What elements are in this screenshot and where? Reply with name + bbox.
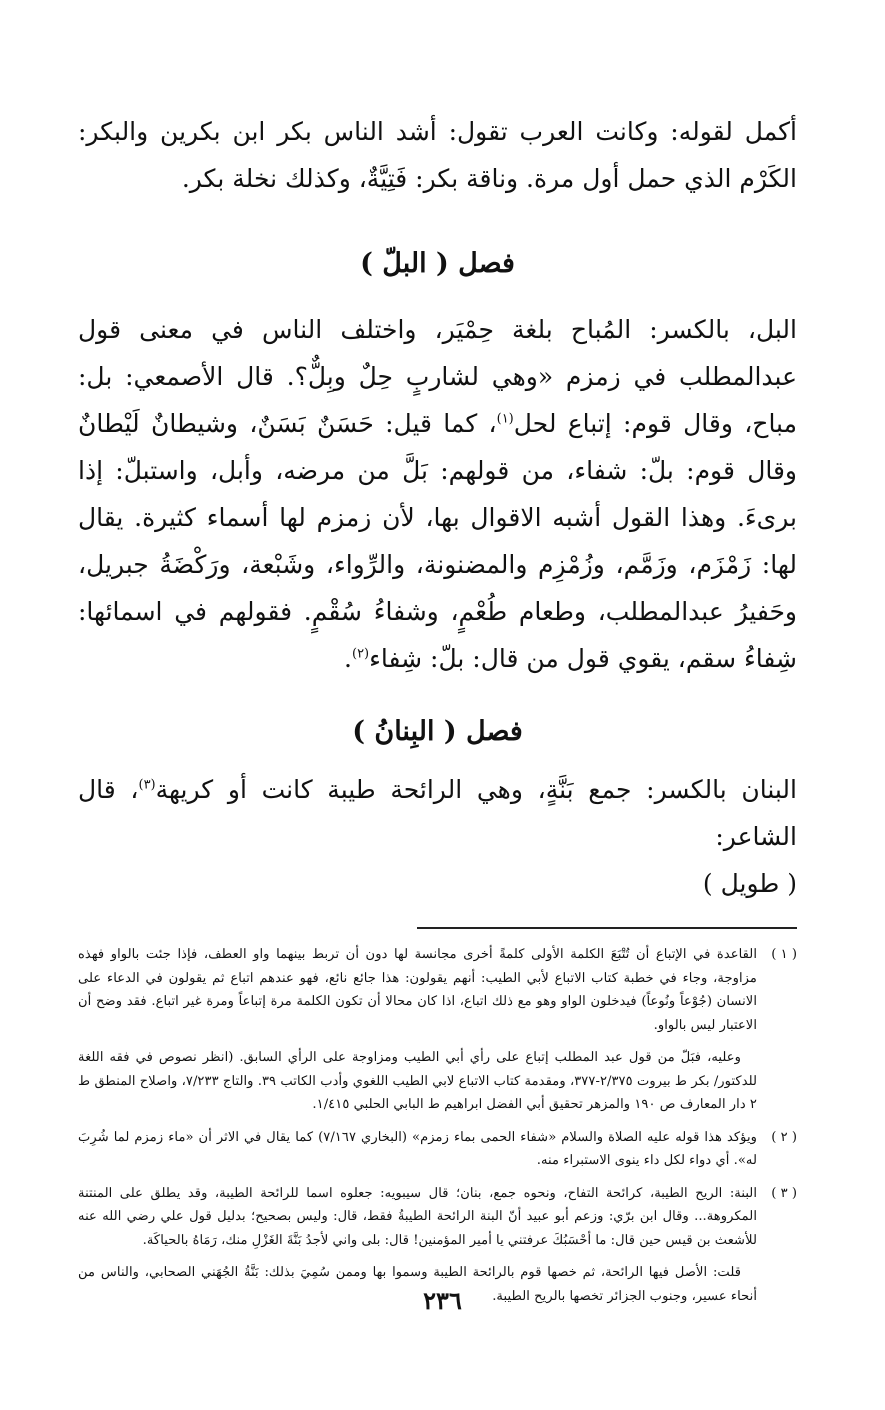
footnote-paragraph: القاعدة في الإتباع أن تُتْبَعَ الكلمة الأولى كلمةً أخرى مجانسة لها دون أن تربط بينهما واو العطف، فإذا جئت بالواو فهذه مزاوجة، وجاء في خطبة كتاب الاتباع لأبي الطيب: أنهم يقولون: هذا جائع نائع، فهو عندهم اتباع ثم يقولون في الدعاء على الانسان (جُوْعاً ونُوعاً) فيدخلون الواو وهو مع ذلك اتباع، اذا كان محالا أن تكون الكلمة مرة إتباعاً ومرة غير اتباع. فقد وضح أن الاعتبار ليس بالواو. xyxy=(78,947,757,1033)
footnote-rule xyxy=(417,927,797,929)
footnote-body xyxy=(78,1126,757,1173)
page-number: ٢٣٦ xyxy=(423,1286,462,1315)
footnotes xyxy=(78,943,797,1308)
section-albanan-paragraph xyxy=(78,766,797,907)
footnote-paragraph: البنة: الريح الطيبة، كرائحة التفاح، ونحوه جمع، بنان؛ قال سيبويه: جعلوه اسما للرائحة الطيبة، وقد يطلق على المنتنة المكروهة... وقال ابن برّي: وزعم أبو عبيد أنّ البنة الرائحة الطيبةُ فقط، قال: وليس بصحيح؛ بدليل قول علي رضي الله عنه للأشعث بن قيس حين قال: ما أحْسَبُكَ عرفتني يا أمير المؤمنين! قال: بلى واني لأجدُ بَنَّةَ الغَزْلِ منك، رَمَاهُ بالحياكَة. xyxy=(78,1185,757,1248)
footnote-1 xyxy=(78,943,797,1117)
footnote-body xyxy=(78,943,757,1117)
footnote-number: ( ٢ ) xyxy=(771,1129,797,1145)
footnote-separator xyxy=(78,927,797,929)
section-albal-text: البل، بالكسر: المُباح بلغة حِمْيَر، واختلف الناس في معنى قول عبدالمطلب في زمزم «وهي لشاربٍ حِلٌ وبِلٌّ؟. قال الأصمعي: بل: مباح، وقال قوم: إتباع لحل xyxy=(78,315,797,438)
footnote-ref-2: (٢) xyxy=(351,646,370,662)
footnote-paragraph: قلت: الأصل فيها الرائحة، ثم خصها قوم بالرائحة الطيبة وسموا بها وممن سُمِيَ بذلك: بَنَّةُ الجُهَني الصحابي، والناس من أنحاء عسير، وجنوب الجزائر تخصها بالريح الطيبة. xyxy=(78,1265,757,1304)
section-albal-text-cont: ، كما قيل: حَسَنٌ بَسَنٌ، وشيطانٌ لَيْطانٌ وقال قوم: بلّ: شفاء، من قولهم: بَلَّ من مرضه، وأبل، واستبلّ: إذا برىءَ. وهذا القول أشبه الاقوال بها، لأن زمزم لها أسماء كثيرة. يقال لها: زَمْزَم، وزَمَّم، وزُمْزِم والمضنونة، والرِّواء، وشَبْعة، ورَكْضَةُ جبريل، وحَفيرُ عبدالمطلب، وطعام طُعْمٍ، وشفاءُ سُقْمٍ. فقولهم في اسمائها: شِفاءُ سقم، يقوي قول من قال: بلّ: شِفاء xyxy=(78,409,797,673)
footnote-number: ( ٣ ) xyxy=(771,1185,797,1201)
footnote-paragraph: ويؤكد هذا قوله عليه الصلاة والسلام «شفاء الحمى بماء زمزم» (البخاري ٧/١٦٧) كما يقال في الاثر أن «ماء زمزم لما شُرِبَ له». أي دواء لكل داء ينوى الاستبراء منه. xyxy=(78,1129,757,1168)
footnote-number: ( ١ ) xyxy=(771,947,797,962)
section-albal-paragraph xyxy=(78,306,797,682)
intro-paragraph xyxy=(78,108,797,202)
footnote-ref-3: (٣) xyxy=(138,777,156,793)
section-albanan-text-cont: ، قال الشاعر: xyxy=(78,775,797,851)
section-albal-text-end: . xyxy=(344,644,352,673)
poetic-meter-label: ( طويل ) xyxy=(702,869,797,898)
section-heading-albanan: فصل ( البِنانُ ) xyxy=(352,716,523,747)
footnote-ref-1: (١) xyxy=(496,411,514,427)
footnote-paragraph: وعليه، فبَلّ من قول عبد المطلب إتباع على رأي أبي الطيب ومزاوجة على الرأي السابق. (انظر نصوص في فقه اللغة للدكتور/ بكر ط بيروت ٢/٣٧٥-٣٧٧، ومقدمة كتاب الاتباع لابي الطيب اللغوي وأدب الكاتب ٣٩. والتاج ٧/٢٣٣، واصلاح المنطق ط ٢ دار المعارف ص ١٩٠ والمزهر تحقيق أبي الفضل ابراهيم ط البابي الحلبي ١/٤١٥. xyxy=(78,1050,758,1112)
footnote-2 xyxy=(78,1126,797,1173)
section-albanan-text: البنان بالكسر: جمع بَنَّةٍ، وهي الرائحة طيبة كانت أو كريهة xyxy=(155,775,797,804)
section-heading-albal: فصل ( البلّ ) xyxy=(360,248,515,279)
intro-text: أكمل لقوله: وكانت العرب تقول: أشد الناس بكر ابن بكرين والبكر: الكَرْم الذي حمل أول مرة. وناقة بكر: فَتِيَّةٌ، وكذلك نخلة بكر. xyxy=(78,117,797,193)
